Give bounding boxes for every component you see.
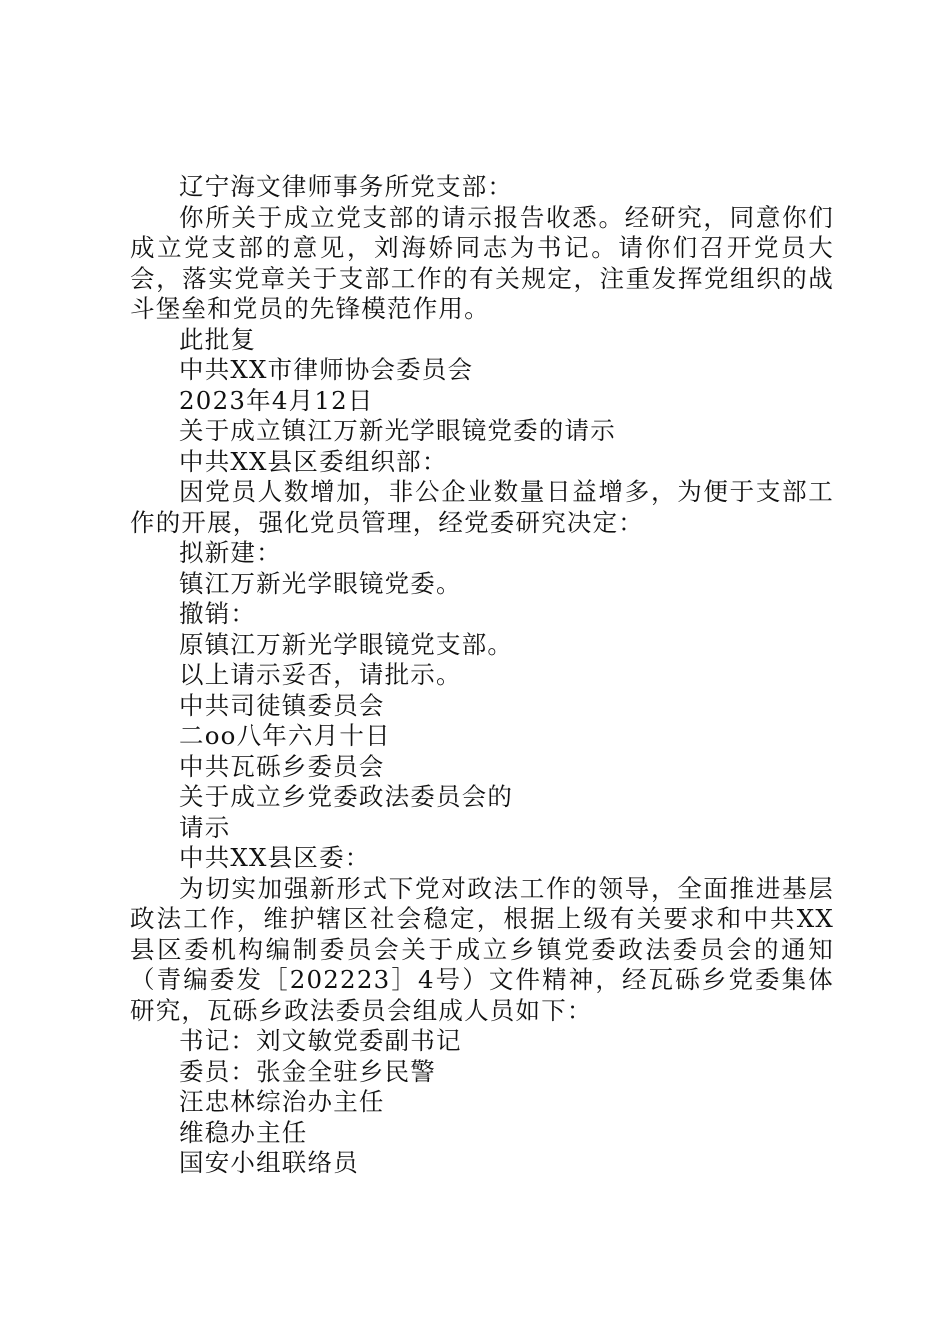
- salutation-paragraph: 中共XX县区委组织部：: [179, 446, 448, 476]
- list-item: 原镇江万新光学眼镜党支部。: [179, 629, 514, 659]
- signature-date: 二oo八年六月十日: [179, 721, 391, 750]
- signature-date: 2023年4月12日: [179, 385, 374, 415]
- member-item: 国安小组联络员: [179, 1148, 359, 1177]
- signature-organization: 中共司徒镇委员会: [179, 690, 385, 720]
- salutation-paragraph: 中共XX县区委：: [179, 843, 371, 872]
- member-item: 书记：刘文敏党委副书记: [179, 1026, 462, 1055]
- list-item: 镇江万新光学眼镜党委。: [179, 568, 462, 598]
- member-item: 委员：张金全驻乡民警: [179, 1056, 436, 1086]
- closing-paragraph: 此批复: [179, 324, 257, 354]
- list-heading: 撤销：: [179, 599, 257, 628]
- member-item: 维稳办主任: [179, 1117, 308, 1147]
- document-body: [130, 172, 834, 1179]
- issuing-organization: 中共瓦砾乡委员会: [179, 751, 385, 781]
- section-title: 关于成立乡党委政法委员会的: [179, 782, 514, 811]
- section-title: 请示: [179, 812, 231, 842]
- salutation-paragraph: 辽宁海文律师事务所党支部：: [179, 172, 514, 201]
- body-paragraph: 为切实加强新形式下党对政法工作的领导，全面推进基层政法工作，维护辖区社会稳定，根据上级有关要求和中共XX县区委机构编制委员会关于成立乡镇党委政法委员会的通知（青编委发［202223］4号）文件精神，经瓦砾乡党委集体研究，瓦砾乡政法委员会组成人员如下：: [130, 873, 834, 1025]
- member-item: 汪忠林综治办主任: [179, 1087, 385, 1116]
- list-heading: 拟新建：: [179, 538, 282, 567]
- signature-organization: 中共XX市律师协会委员会: [179, 355, 474, 384]
- closing-paragraph: 以上请示妥否，请批示。: [179, 660, 462, 689]
- section-title: 关于成立镇江万新光学眼镜党委的请示: [179, 416, 616, 445]
- body-paragraph: 因党员人数增加，非公企业数量日益增多，为便于支部工作的开展，强化党员管理，经党委研究决定：: [130, 477, 834, 537]
- body-paragraph: 你所关于成立党支部的请示报告收悉。经研究，同意你们成立党支部的意见，刘海娇同志为书记。请你们召开党员大会，落实党章关于支部工作的有关规定，注重发挥党组织的战斗堡垒和党员的先锋模范作用。: [130, 202, 834, 323]
